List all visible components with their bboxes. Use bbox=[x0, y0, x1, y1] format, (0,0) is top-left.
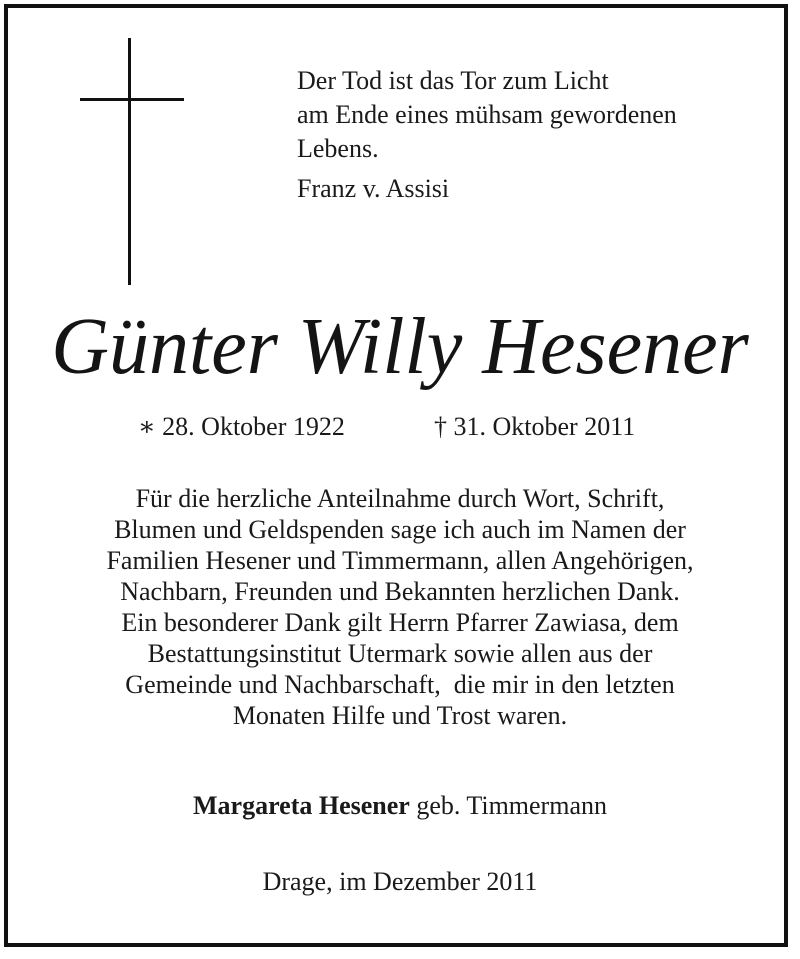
life-dates bbox=[0, 411, 800, 443]
thanks-line: Gemeinde und Nachbarschaft, die mir in den letzten bbox=[125, 670, 675, 699]
thanks-line: Ein besonderer Dank gilt Herrn Pfarrer Zawiasa, dem bbox=[121, 608, 679, 637]
thanks-line: Blumen und Geldspenden sage ich auch im Namen der bbox=[114, 515, 686, 544]
deceased-name: Günter Willy Hesener bbox=[51, 303, 749, 391]
thanks-line: Für die herzliche Anteilnahme durch Wort, Schrift, bbox=[135, 484, 665, 513]
death-date: † 31. Oktober 2011 bbox=[434, 412, 636, 441]
quote-line: Lebens. bbox=[297, 134, 379, 163]
quote-author: Franz v. Assisi bbox=[297, 174, 450, 203]
thanks-line: Bestattungsinstitut Utermark sowie allen aus der bbox=[147, 639, 653, 668]
signature-suffix: geb. Timmermann bbox=[409, 791, 607, 820]
place-and-date: Drage, im Dezember 2011 bbox=[262, 867, 538, 896]
thanks-line: Nachbarn, Freunden und Bekannten herzlichen Dank. bbox=[120, 577, 680, 606]
thanks-text bbox=[0, 483, 800, 731]
cross-horizontal-bar bbox=[80, 98, 184, 101]
signature-name: Margareta Hesener bbox=[193, 791, 410, 820]
quote-block bbox=[297, 64, 767, 206]
thanks-line: Monaten Hilfe und Trost waren. bbox=[232, 701, 568, 730]
quote-line: Der Tod ist das Tor zum Licht bbox=[297, 66, 609, 95]
cross-vertical-bar bbox=[128, 38, 131, 285]
quote-line: am Ende eines mühsam gewordenen bbox=[297, 100, 677, 129]
thanks-line: Familien Hesener und Timmermann, allen Angehörigen, bbox=[106, 546, 694, 575]
signature bbox=[0, 790, 800, 822]
birth-date: ∗ 28. Oktober 1922 bbox=[138, 412, 345, 441]
